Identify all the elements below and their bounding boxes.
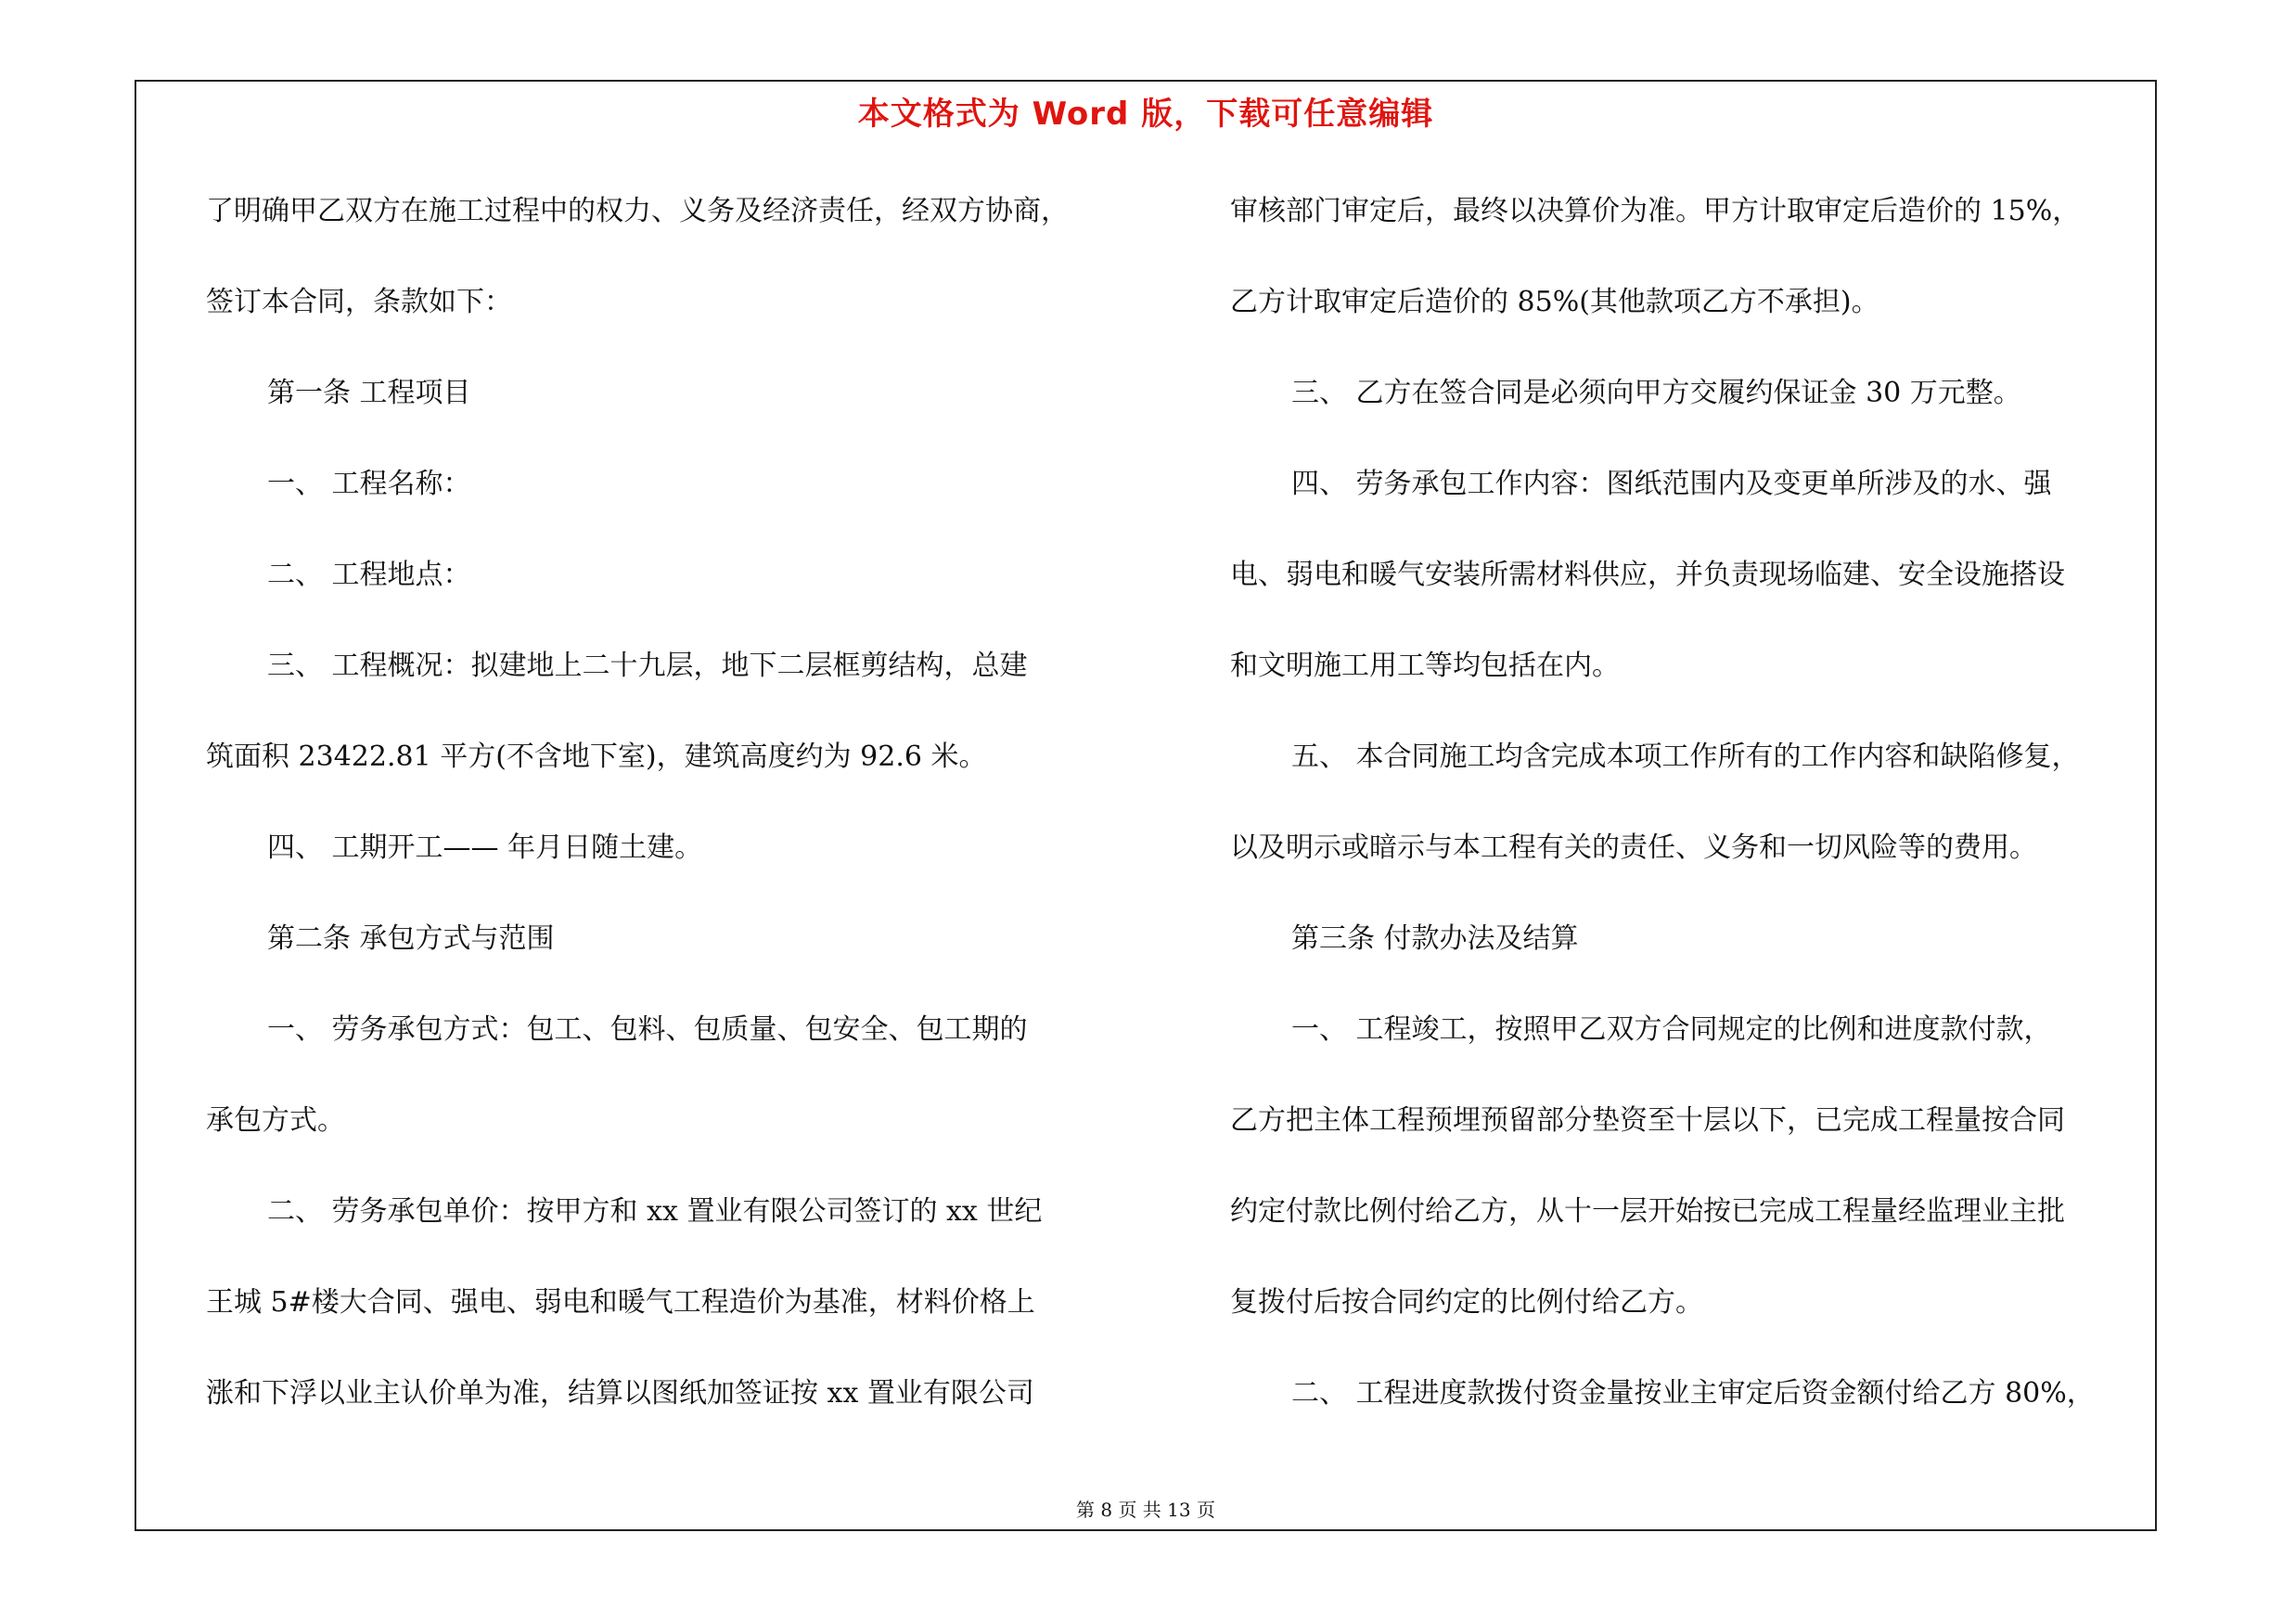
paragraph-line: 审核部门审定后，最终以决算价为准。甲方计取审定后造价的 15%， (1230, 195, 2081, 227)
paragraph-line: 一、 劳务承包方式：包工、包料、包质量、包安全、包工期的 (267, 1013, 1028, 1046)
paragraph-line: 约定付款比例付给乙方，从十一层开始按已完成工程量经监理业主批 (1230, 1195, 2065, 1228)
paragraph-line: 四、 工期开工—— 年月日随土建。 (267, 831, 703, 864)
paragraph-line: 三、 乙方在签合同是必须向甲方交履约保证金 30 万元整。 (1291, 377, 2021, 409)
page-number-footer: 第 8 页 共 13 页 (1076, 1499, 1215, 1521)
paragraph-line: 王城 5#楼大合同、强电、弱电和暖气工程造价为基准，材料价格上 (206, 1286, 1035, 1319)
paragraph-line: 二、 劳务承包单价：按甲方和 xx 置业有限公司签订的 xx 世纪 (267, 1195, 1043, 1228)
paragraph-line: 了明确甲乙双方在施工过程中的权力、义务及经济责任，经双方协商， (206, 195, 1069, 227)
format-notice-banner: 本文格式为 Word 版，下载可任意编辑 (857, 96, 1434, 133)
paragraph-line: 二、 工程地点： (267, 559, 471, 591)
paragraph-line: 复拨付后按合同约定的比例付给乙方。 (1230, 1286, 1703, 1319)
paragraph-line: 三、 工程概况：拟建地上二十九层，地下二层框剪结构，总建 (267, 650, 1028, 682)
paragraph-line: 承包方式。 (206, 1104, 345, 1137)
paragraph-line: 第三条 付款办法及结算 (1291, 922, 1579, 955)
paragraph-line: 乙方把主体工程预埋预留部分垫资至十层以下，已完成工程量按合同 (1230, 1104, 2065, 1137)
paragraph-line: 和文明施工用工等均包括在内。 (1230, 650, 1620, 682)
paragraph-line: 电、弱电和暖气安装所需材料供应，并负责现场临建、安全设施搭设 (1230, 559, 2065, 591)
paragraph-line: 第二条 承包方式与范围 (267, 922, 555, 955)
paragraph-line: 一、 工程竣工，按照甲乙双方合同规定的比例和进度款付款， (1291, 1013, 2052, 1046)
paragraph-line: 涨和下浮以业主认价单为准，结算以图纸加签证按 xx 置业有限公司 (206, 1377, 1034, 1410)
paragraph-line: 以及明示或暗示与本工程有关的责任、义务和一切风险等的费用。 (1230, 831, 2037, 864)
paragraph-line: 五、 本合同施工均含完成本项工作所有的工作内容和缺陷修复， (1291, 741, 2080, 773)
paragraph-line: 乙方计取审定后造价的 85%(其他款项乙方不承担)。 (1230, 286, 1879, 318)
paragraph-line: 筑面积 23422.81 平方(不含地下室)，建筑高度约为 92.6 米。 (206, 741, 987, 773)
paragraph-line: 签订本合同，条款如下： (206, 286, 512, 318)
paragraph-line: 第一条 工程项目 (267, 377, 471, 409)
right-column (1230, 184, 2161, 1457)
left-column (206, 184, 1134, 1457)
paragraph-line: 四、 劳务承包工作内容：图纸范围内及变更单所涉及的水、强 (1291, 468, 2052, 500)
paragraph-line: 二、 工程进度款拨付资金量按业主审定后资金额付给乙方 80%， (1291, 1377, 2095, 1410)
paragraph-line: 一、 工程名称： (267, 468, 471, 500)
